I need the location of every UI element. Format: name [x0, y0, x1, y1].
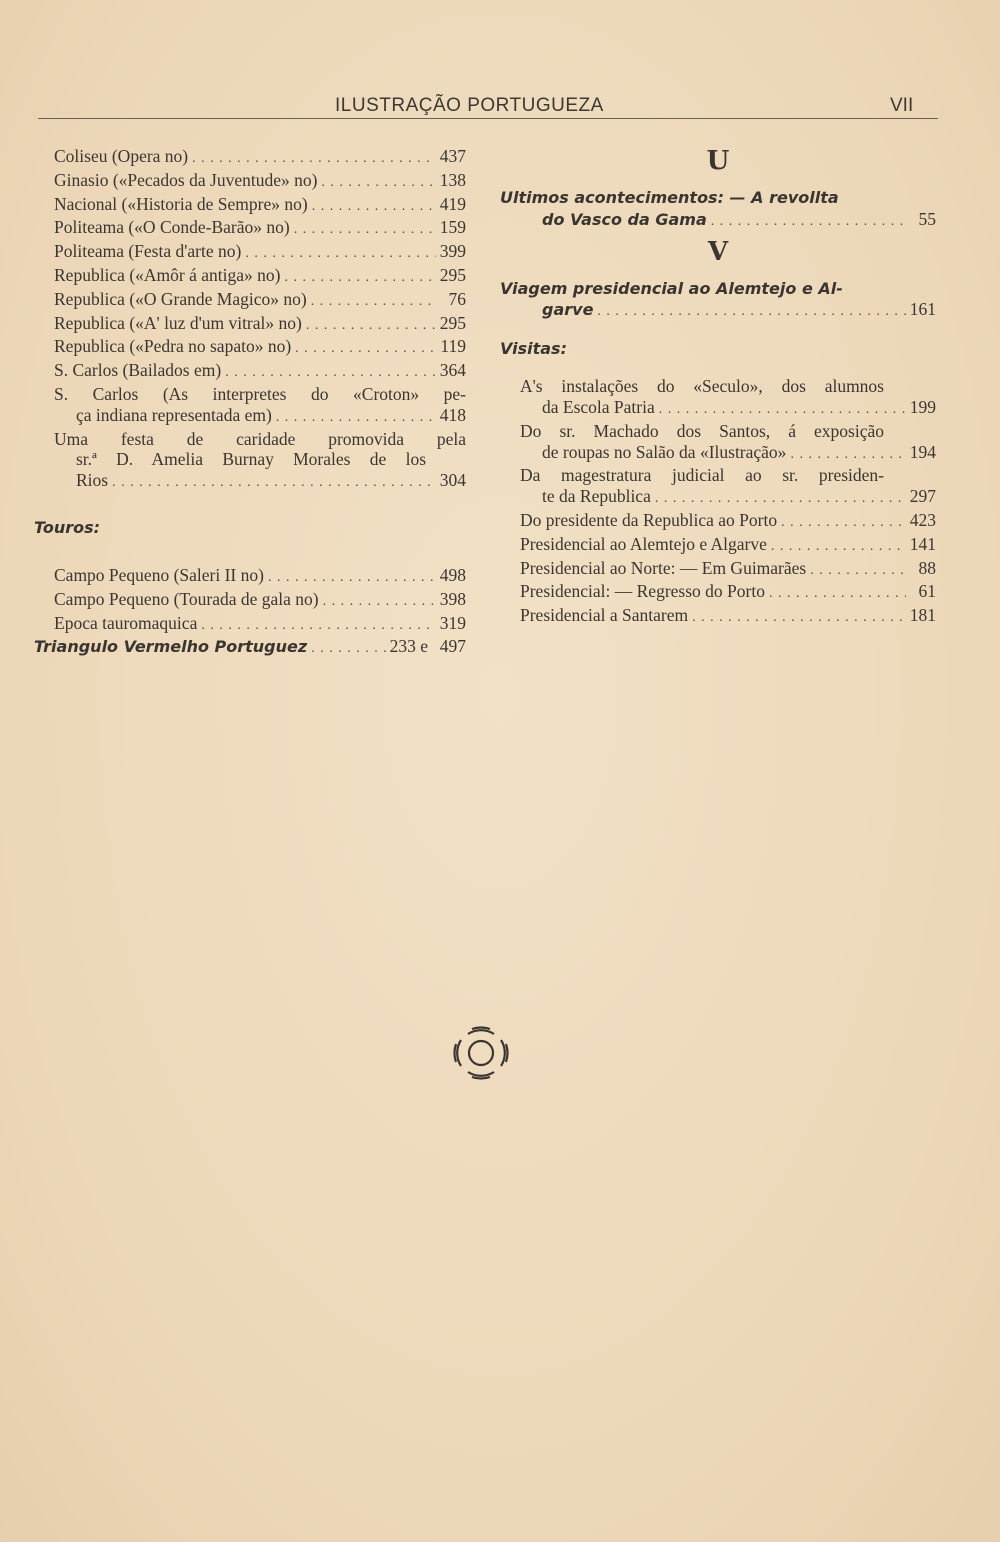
entry-text-line: A's instalações do «Seculo», dos alumnos: [520, 376, 884, 397]
entry-text: Presidencial ao Alemtejo e Algarve: [520, 533, 767, 554]
entry-text: Republica («A' luz d'um vitral» no): [54, 312, 302, 333]
dot-leader: [280, 268, 436, 289]
letter-heading-u: U: [706, 146, 730, 176]
dot-leader: [108, 473, 436, 494]
dot-leader: [777, 513, 906, 534]
entry-page: 181: [909, 605, 936, 626]
index-entry: [54, 589, 466, 613]
entry-page: 138: [439, 169, 466, 190]
entry-text: Presidencial ao Norte: — Em Guimarães: [520, 557, 807, 578]
entry-text: ça indiana representada em): [76, 404, 272, 425]
dot-leader: [291, 339, 436, 360]
index-entry: [54, 405, 466, 429]
entry-text: Rios: [76, 470, 109, 491]
entry-text-line: Uma festa de caridade promovida pela: [54, 428, 466, 449]
circular-ornament-icon: [451, 1022, 511, 1084]
entry-text: Coliseu (Opera no): [54, 146, 189, 166]
entry-text: Campo Pequeno (Tourada de gala no): [54, 588, 319, 609]
entry-page: 295: [439, 312, 466, 333]
entry-page: 141: [909, 533, 936, 554]
entry-text: Nacional («Historia de Sempre» no): [54, 193, 308, 214]
index-entry: [54, 170, 466, 194]
entry-text: Presidencial a Santarem: [520, 605, 689, 626]
left-column: [34, 146, 466, 660]
index-entry: [54, 313, 466, 337]
entry-page: 319: [439, 612, 466, 633]
dot-leader: [593, 302, 906, 323]
section-heading-visitas: Visitas:: [500, 339, 567, 359]
journal-title: ILUSTRAÇÃO PORTUGUEZA: [335, 95, 604, 116]
dot-leader: [655, 400, 906, 421]
entry-page: 194: [909, 441, 936, 462]
entry-page: 88: [918, 557, 936, 578]
dot-leader: [688, 608, 906, 629]
page-header: [0, 93, 1000, 123]
entry-page: 55: [918, 208, 936, 229]
index-entry: [520, 558, 936, 582]
section-heading-touros: Touros:: [34, 517, 101, 537]
index-entry: [54, 613, 466, 637]
entry-page: 399: [439, 241, 466, 262]
touros-entries: [34, 564, 466, 660]
entry-text: te da Republica: [542, 486, 651, 507]
dot-leader: [806, 561, 906, 582]
entry-page: 161: [909, 299, 936, 320]
entry-text-line: Do sr. Machado dos Santos, á exposição: [520, 420, 884, 441]
entry-page: 418: [439, 404, 466, 425]
dot-leader: [767, 537, 906, 558]
entry-text: S. Carlos (Bailados em): [54, 360, 222, 381]
index-entry: [520, 605, 936, 629]
entry-page: 159: [439, 217, 466, 238]
dot-leader: [786, 445, 906, 466]
dot-leader: [308, 197, 436, 218]
index-entry: [520, 486, 936, 510]
entry-text: da Escola Patria: [542, 396, 655, 417]
entry-text: garve: [542, 300, 594, 320]
entry-text: Campo Pequeno (Saleri II no): [54, 564, 264, 585]
entry-page: 61: [918, 581, 936, 602]
entry-page: 199: [909, 396, 936, 417]
index-entry: [54, 265, 466, 289]
entry-text-line: Viagem presidencial ao Alemtejo e Al-: [500, 278, 843, 298]
entry-page: 398: [439, 588, 466, 609]
header-rule: [38, 118, 938, 119]
entry-text-line: Da magestratura judicial ao sr. presiden-: [520, 465, 884, 486]
entry-page: 233 e: [389, 636, 428, 657]
right-column: [500, 146, 936, 629]
dot-leader: [707, 212, 906, 233]
index-entry: [54, 241, 466, 265]
index-entry: [520, 397, 936, 421]
entry-page: 297: [909, 486, 936, 507]
index-entry: [54, 360, 466, 384]
letter-heading-v: V: [707, 236, 729, 267]
index-entry: [500, 299, 936, 323]
entry-text: Politeama («O Conde-Barão» no): [54, 217, 290, 238]
index-entry: [500, 209, 936, 233]
index-entry: [54, 336, 466, 360]
dot-leader: [221, 363, 436, 384]
entry-page: 497: [439, 636, 466, 657]
dot-leader: [319, 592, 436, 613]
index-entry: [54, 565, 466, 589]
visitas-entries: [500, 376, 936, 629]
index-entry: [54, 146, 466, 170]
dot-leader: [651, 489, 906, 510]
entry-page: 119: [440, 336, 466, 357]
entry-text: Triangulo Vermelho Portuguez: [34, 637, 308, 657]
page-number: VII: [890, 95, 914, 116]
entry-text-line: S. Carlos (As interpretes do «Croton» pe-: [54, 383, 466, 404]
entry-page: 423: [909, 509, 936, 530]
dot-leader: [188, 149, 436, 170]
dot-leader: [290, 220, 436, 241]
entry-page: 304: [439, 470, 466, 491]
entry-page: 76: [448, 288, 466, 309]
index-entry: [54, 289, 466, 313]
entry-text-line: sr.ª D. Amelia Burnay Morales de los: [76, 449, 426, 470]
entry-page: 498: [439, 564, 466, 585]
entry-page: 295: [439, 264, 466, 285]
entry-text: Do presidente da Republica ao Porto: [520, 509, 778, 530]
entry-text: Republica («O Grande Magico» no): [54, 288, 307, 309]
entry-text: Politeama (Festa d'arte no): [54, 241, 242, 262]
dot-leader: [264, 568, 436, 589]
entry-text: Republica («Amôr á antiga» no): [54, 264, 281, 285]
dot-leader: [307, 639, 389, 660]
dot-leader: [302, 316, 436, 337]
index-entry: [54, 217, 466, 241]
entry-text: de roupas no Salão da «Ilustração»: [542, 441, 787, 462]
index-entry: [520, 534, 936, 558]
index-entry: [54, 470, 466, 494]
dot-leader: [241, 244, 436, 265]
viagem-entry: [500, 279, 936, 324]
entry-text: Republica («Pedra no sapato» no): [54, 336, 292, 357]
entry-text-line: Ultimos acontecimentos: — A revollta: [500, 188, 839, 207]
index-entry: [520, 510, 936, 534]
index-entry-triangulo: [34, 636, 466, 660]
dot-leader: [765, 584, 906, 605]
dot-leader: [272, 408, 436, 429]
dot-leader: [307, 292, 436, 313]
entry-text: do Vasco da Gama: [542, 209, 707, 229]
dot-leader: [197, 616, 436, 637]
ultimos-entry: [500, 188, 936, 233]
entry-text: Epoca tauromaquica: [54, 612, 198, 633]
entry-page: 364: [439, 360, 466, 381]
entry-page: 419: [439, 193, 466, 214]
theatre-entries: [54, 146, 466, 494]
index-entry: [54, 194, 466, 218]
entry-page: 437: [439, 146, 466, 166]
entry-text: Ginasio («Pecados da Juventude» no): [54, 169, 318, 190]
dot-leader: [317, 173, 436, 194]
entry-text: Presidencial: — Regresso do Porto: [520, 581, 765, 602]
index-entry: [520, 442, 936, 466]
index-entry: [520, 581, 936, 605]
